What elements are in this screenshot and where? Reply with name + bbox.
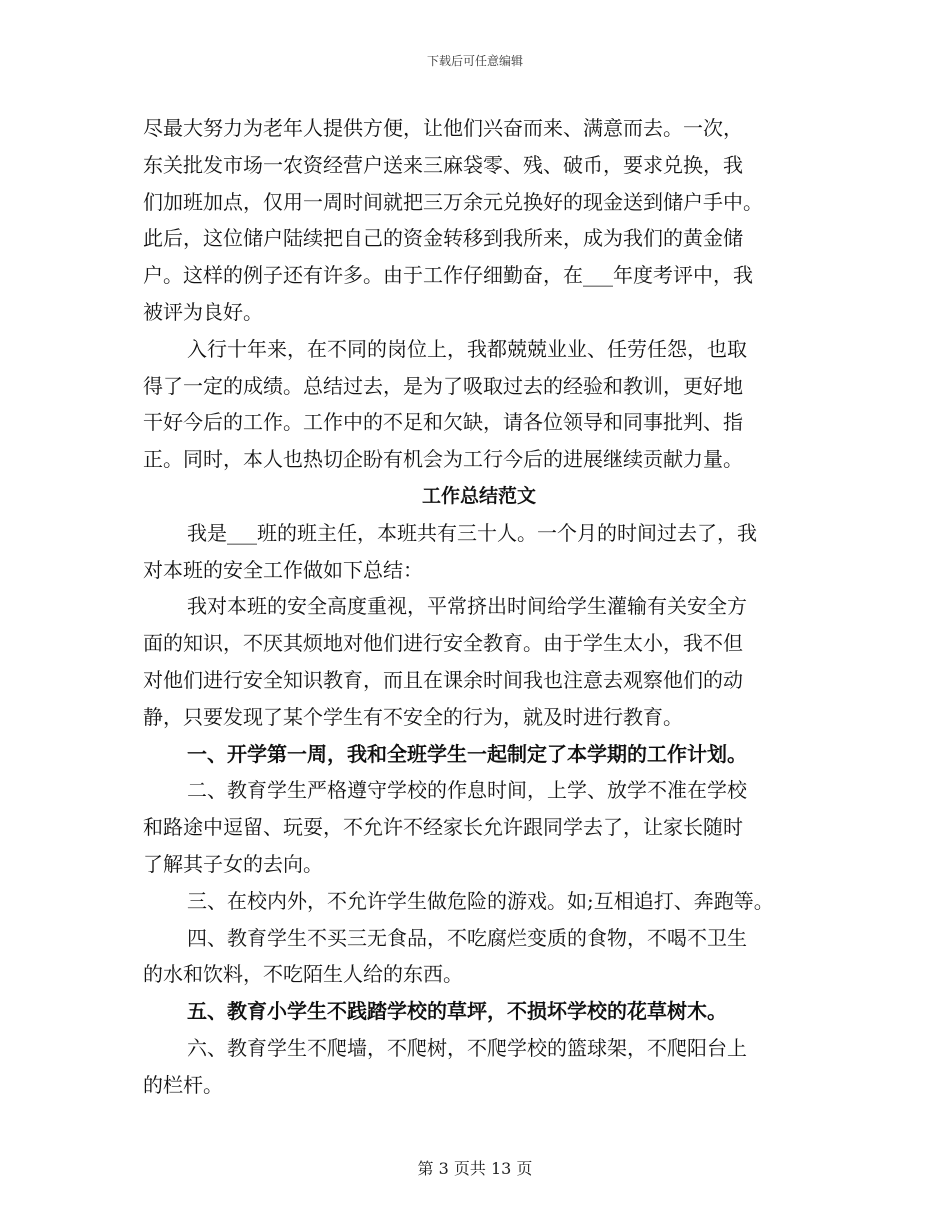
text-line: 了解其子女的去向。 (143, 851, 323, 876)
text-line: 此后，这位储户陆续把自己的资金转移到我所来，成为我们的黄金储 (143, 226, 743, 251)
text-line: 和路途中逗留、玩耍，不允许不经家长允许跟同学去了，让家长随时 (143, 815, 743, 840)
text-line: 二、教育学生严格遵守学校的作息时间，上学、放学不准在学校 (187, 778, 747, 803)
bold-text-line: 一、开学第一周，我和全班学生一起制定了本学期的工作计划。 (187, 741, 747, 766)
text-line: 得了一定的成绩。总结过去，是为了吸取过去的经验和教训，更好地 (143, 373, 743, 398)
document-body (143, 110, 815, 1104)
text-line: 六、教育学生不爬墙，不爬树，不爬学校的篮球架，不爬阳台上 (187, 1035, 747, 1060)
bold-text-line: 五、教育小学生不践踏学校的草坪，不损坏学校的花草树木。 (187, 999, 727, 1024)
text-line: 尽最大努力为老年人提供方便，让他们兴奋而来、满意而去。一次， (143, 116, 743, 140)
text-line: 的水和饮料，不吃陌生人给的东西。 (143, 962, 463, 987)
page-footer: 第 3 页共 13 页 (417, 1159, 533, 1178)
text-line: 四、教育学生不买三无食品，不吃腐烂变质的食物，不喝不卫生 (187, 925, 747, 950)
text-line: 们加班加点，仅用一周时间就把三万余元兑换好的现金送到储户手中。 (143, 189, 763, 214)
text-line: 东关批发市场一农资经营户送来三麻袋零、残、破币，要求兑换，我 (143, 152, 743, 177)
section-title: 工作总结范文 (421, 484, 536, 507)
text-line: 正。同时，本人也热切企盼有机会为工行今后的进展继续贡献力量。 (143, 447, 743, 472)
page-header: 下载后可任意编辑 (426, 54, 523, 68)
text-line: 三、在校内外，不允许学生做危险的游戏。如;互相追打、奔跑等。 (187, 888, 774, 913)
text-line: 干好今后的工作。工作中的不足和欠缺，请各位领导和同事批判、指 (143, 410, 743, 435)
text-line: 的栏杆。 (143, 1072, 223, 1097)
text-line: 我对本班的安全高度重视，平常挤出时间给学生灌输有关安全方 (187, 594, 747, 619)
text-line: 静，只要发现了某个学生有不安全的行为，就及时进行教育。 (143, 704, 683, 729)
text-line: 入行十年来，在不同的岗位上，我都兢兢业业、任劳任怨，也取 (187, 336, 747, 361)
text-line: 被评为良好。 (143, 299, 263, 324)
text-line: 户。这样的例子还有许多。由于工作仔细勤奋，在___年度考评中，我 (143, 263, 753, 288)
text-line: 我是___班的班主任，本班共有三十人。一个月的时间过去了，我 (187, 520, 757, 545)
text-line: 对本班的安全工作做如下总结： (143, 557, 423, 582)
text-line: 对他们进行安全知识教育，而且在课余时间我也注意去观察他们的动 (143, 667, 743, 692)
text-line: 面的知识，不厌其烦地对他们进行安全教育。由于学生太小，我不但 (143, 631, 743, 656)
